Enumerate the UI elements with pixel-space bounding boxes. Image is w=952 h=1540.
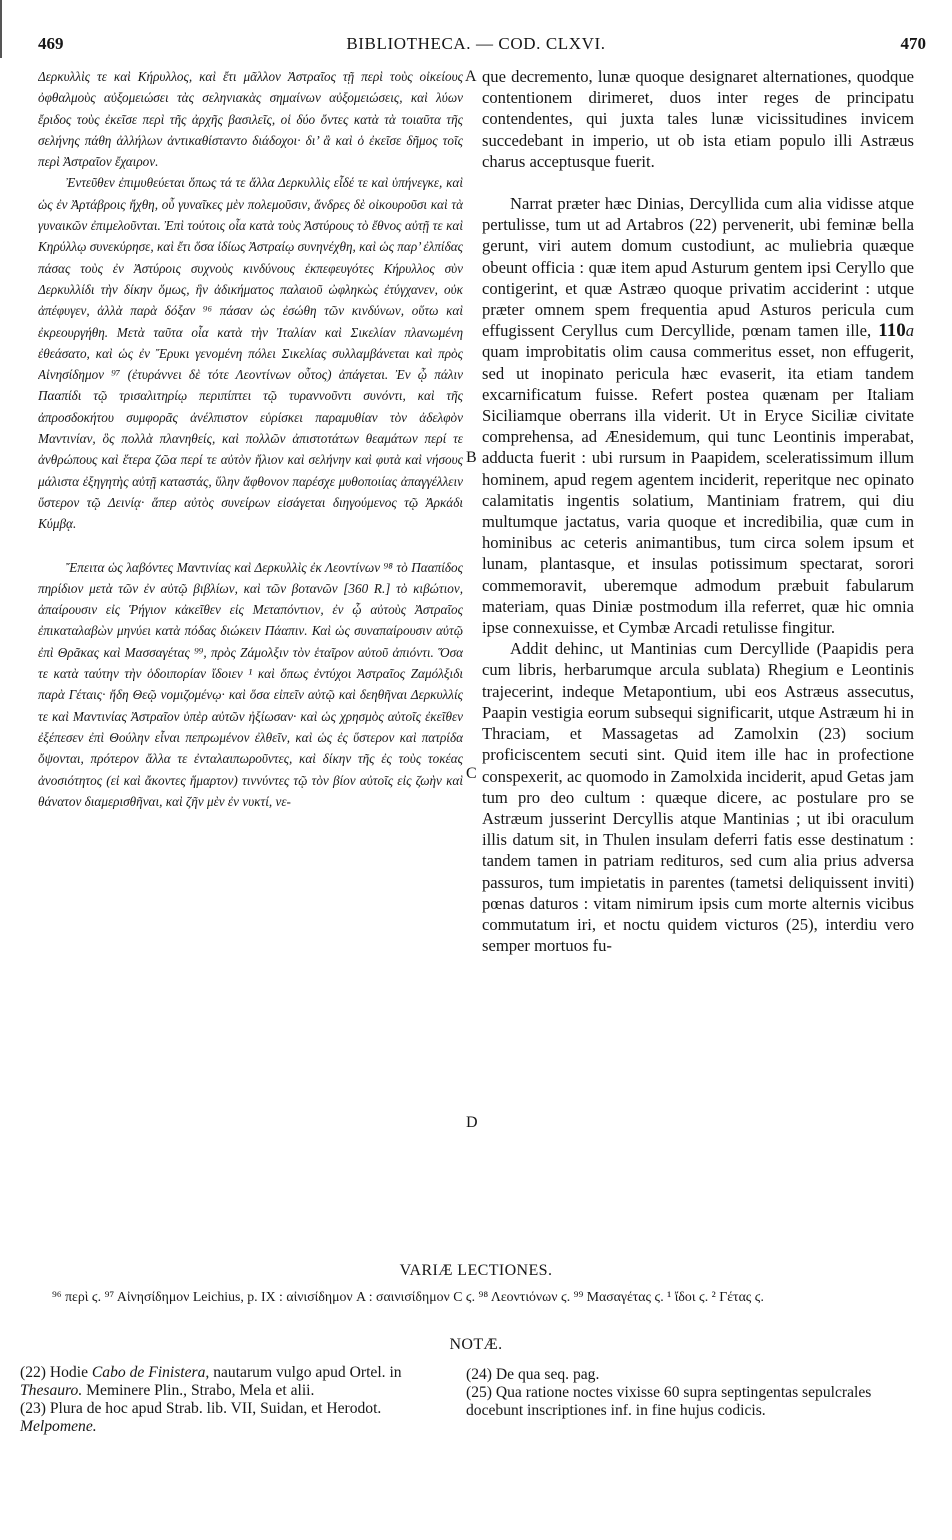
greek-column [38, 66, 463, 812]
margin-letter-b: B [466, 449, 477, 466]
running-header [0, 34, 952, 58]
note-25: (25) Qua ratione noctes vixisse 60 supra septingentas sepulcrales docebunt inscriptiones inf. in fine hujus codicis. [466, 1384, 872, 1419]
latin-paragraph: Addit dehinc, ut Mantinias cum Dercyllide (Paapidis pera cum libris, herbarumque arcula sublata) Rhegium e Leontinis trajecerint, indeque Metapontium, ubi eos Astræus assecutus, Paapin vestigia eorum subsequi significarit, utque Astræum hi in Thraciam, et Massagetas ad Zamolxin (23) socium proficiscentem secuti sint. Quid item ille hac in profectione conspexerit, ac quomodo in Zamolxida inciderit, apud Getas jam tum pro deo cultum : quæque dicere, ac postulare pro se Astræum jusserint Dercyllis atque Mantinias ; ut ibi oraculum illis datum sit, in Thulen insulam deferri fatis esse destinatum : tandem tamen in patriam redituros, sed cum alia prius adversa passuros, tum impietatis in parentes (tametsi deliquissent inviti) pœnas daturos : vitam nimirum ipsis cum morte alternis vicibus commutatum iri, et noctu quidem victuros (25), interdiu vero semper mortuos fu- [482, 639, 914, 956]
page-number-right: 470 [900, 34, 926, 53]
note-22: (22) Hodie Cabo de Finistera, nautarum vulgo apud Ortel. in Thesauro. Meminere Plin., Strabo, Mela et alii. [20, 1364, 402, 1399]
variae-title: VARIÆ LECTIONES. [399, 1262, 553, 1279]
greek-paragraph: Ἔπειτα ὡς λαβόντες Μαντινίας καὶ Δερκυλλὶς ἐκ Λεοντίνων ⁹⁸ τὸ Πααπίδος πηρίδιον μετὰ τῶν ἐν αὐτῷ βιβλίων, καὶ τῶν βοτανῶν [360 R.] τὸ κιβώτιον, ἀπαίρουσιν εἰς Ῥήγιον κἀκεῖθεν εἰς Μεταπόντιον, ἐν ᾧ αὐτοὺς Ἀστραῖος ἐπικαταλαβὼν μηνύει κατὰ πόδας διώκειν Πάαπιν. Καὶ ὡς συναπαίρουσιν αὐτῷ ἐπὶ Θρᾶκας καὶ Μασσαγέτας ⁹⁹, πρὸς Ζάμολξιν τὸν ἑταῖρον αὐτοῦ ἀπιόντι. Ὅσα τε κατὰ ταύτην τὴν ὁδοιπορίαν ἴδοιεν ¹ καὶ ὅπως ἐντύχοι Ἀστραῖος Ζαμόλξιδι παρὰ Γέταις· ἤδη Θεῷ νομιζομένῳ· καὶ ὅσα εἰπεῖν αὐτῷ καὶ δεηθῆναι Δερκυλλίς τε καὶ Μαντινίας Ἀστραῖον ὑπὲρ αὐτῶν ἠξίωσαν· καὶ ὡς χρησμὸς αὐτοῖς ἐκεῖθεν ἐξέπεσεν ἐπὶ Θούλην εἶναι πεπρωμένον ἐλθεῖν, καὶ ὡς ἐς ὕστερον καὶ πατρίδα ὄψονται, πρότερον ἄλλα τε ἐνταλαιπωροῦντες, καὶ δίκην τῆς ἐς τοὺς τοκέας ἀνοσιότητος (εἰ καὶ ἄκοντες ἥμαρτον) τιννύντες τῷ τὸν βίον αὐτοῖς εἰς ζωὴν καὶ θάνατον διαμερισθῆναι, καὶ ζῆν μὲν ἐν νυκτί, νε- [38, 559, 463, 809]
notes-right [466, 1364, 906, 1420]
notae-title: NOTÆ. [449, 1336, 503, 1353]
column-marker-sup: a [905, 321, 914, 341]
margin-letter-a: A [465, 68, 477, 85]
greek-paragraph: Ἐντεῦθεν ἐπιμυθεύεται ὅπως τά τε ἄλλα Δερκυλλὶς εἶδέ τε καὶ ὑπήνεγκε, καὶ ὡς ἐν Ἀρτάβροις ἤχθη, οὗ γυναῖκες μὲν πολεμοῦσιν, ἄνδρες δὲ οἰκουροῦσι καὶ τὰ γυναικῶν ἐπιμελοῦνται. Ἐπὶ τούτοις οἷα κατὰ τοὺς Ἀστύρους τὸ ἔθνος αὐτῇ τε καὶ Κηρύλλῳ συνεκύρησε, καὶ ἔτι ὅσα ἰδίως Ἀστραίῳ συνηνέχθη, καὶ ὡς παρ’ ἐλπίδας πάσας τοὺς ἐν Ἀστύροις συχνοὺς κινδύνους ἐκπεφευγότες Κήρυλλος σὺν Δερκυλλίδι τὴν δίκην ὅμως, ἣν ἀδικήματος παλαιοῦ ὠφληκὼς ἐτύγχανεν, οὐκ ἀπέφυγεν, ἀλλὰ παρὰ δόξαν ⁹⁶ πάσαν ὡς ἐσώθη τῶν κινδύνων, οὕτω καὶ ἐκρεουργήθη. Μετὰ ταῦτα οἷα κατὰ τὴν Ἰταλίαν καὶ Σικελίαν πλανωμένη ἐθεάσατο, καὶ ὡς ἐν Ἔρυκι γενομένη πόλει Σικελίας συλλαμβάνεται καὶ πρὸς Αἰνησίδημον ⁹⁷ (ἐτυράννει δὲ τότε Λεοντίνων οὗτος) ἀπάγεται. Ἐν ᾧ πάλιν Πααπίδι τῷ τρισαλιτηρίῳ περιπίπτει τῷ τυραννοῦντι συνόντι, καὶ τῆς ἀπροσδοκήτου συμφορᾶς ἀνέλπιστον εὑρίσκει παραμυθίαν τὸν ἀδελφὸν Μαντινίαν, ὃς πολλὰ πλανηθείς, καὶ πολλῶν ἀπιστοτάτων θεαμάτων περί τε ἀνθρώπους καὶ ἕτερα ζῶα περί τε αὐτὸν ἥλιον καὶ σελήνην καὶ φυτὰ καὶ νήσους μάλιστα ἐξηγητὴς αὐτῇ καταστάς, ὕλην ἄφθονον παρέσχε μυθοποιίας ἀπαγγέλλειν ὕστερον τῷ Δεινίᾳ· ἅπερ αὐτὸς συνείρων εἰσάγεται διηγούμενος τῷ Ἀρκάδι Κύμβᾳ. [38, 175, 463, 532]
latin-text: Narrat præter hæc Dinias, Dercyllida cum alia vidisse atque pertulisse, tum ut ad Artabros (22) pervenerit, ubi feminæ bella gerunt, viri autem domum custodiunt, ac muliebria quæque obeunt officia : quæ item apud Asturum gentem ipsi Ceryllo que contigerint, et quæ Astræo quoque privatim acciderint : utque præter omnem spem frequentia apud Asturos pericula cum effugissent Ceryllus cum Dercyllide, pœnam tamen ille, [482, 194, 914, 341]
latin-column [482, 66, 914, 956]
margin-letter-d: D [466, 1114, 478, 1131]
latin-paragraph: que decremento, lunæ quoque designaret alternationes, quodque contentionem dirimeret, duos inter reges de principatu contendentes, qui juxta tales lunæ vicissitudines invicem succedebant in imperio, ut ob ista etiam populo illi Astræus charus acceptusque fuerit. [482, 67, 914, 171]
latin-text: quam improbitatis olim causa commeritus esset, non effugerit, sed ut inopinato pericula hæc evaserit, ita etiam tandem excarnificatum fuisse. Refert postea quænam per Italiam Siciliamque oberrans illa viderit. Ut in Eryce Siciliæ civitate comprehensa, ad Ænesidemum, qui tunc Leontinis imperabat, adducta fuerit : ubi rursum in Paapidem, sceleratissimum illum hominem, apud regem agentem inciderit, reperitque nec opinato calamitatis ingentis solatium, Mantiniam fratrem, qui diu multumque jactatus, varia quoque et incredibilia, quæ cum in hominibus ac ceteris animantibus, tum circa solem ipsum et lunam, plantasque, et insulas potissimum spectarat, sorori commemoravit, uberemque admodum præbuit fabularum materiam, quas Diniæ postmodum illa referret, quæ hic omnia ipse connexuisse, et Cymbæ Arcadi retulisse fingitur. [482, 342, 914, 638]
note-24: (24) De qua seq. pag. [466, 1366, 600, 1383]
column-marker: 110 [878, 320, 906, 342]
note-23: (23) Plura de hoc apud Strab. lib. VII, Suidan, et Herodot. Melpomene. [20, 1400, 382, 1435]
notes-left [20, 1364, 446, 1436]
margin-letter-c: C [466, 765, 477, 782]
latin-paragraph [482, 193, 914, 638]
variae-text: ⁹⁶ περὶ ϛ. ⁹⁷ Αἰνησίδημον Leichius, p. IX : αἰνισίδημον A : σαινισίδημον C ϛ. ⁹⁸ Λεοντιόνων ϛ. ⁹⁹ Μασαγέτας ϛ. ¹ ἴδοι ϛ. ² Γέτας ϛ. [52, 1289, 764, 1304]
running-title: BIBLIOTHECA. — COD. CLXVI. [346, 34, 606, 53]
greek-paragraph: Δερκυλλὶς τε καὶ Κήρυλλος, καὶ ἔτι μᾶλλον Ἀστραῖος τῇ περὶ τοὺς οἰκείους ὀφθαλμοὺς αὐξομειώσει τὰς σεληνιακὰς σημαίνων αὐξομειώσεις, καὶ λύων ἔριδος τοὺς ἐκεῖσε περὶ τῆς ἀρχῆς βασιλεῖς, οἱ δύο ὄντες κατὰ τὰ τοιαῦτα τῆς σελήνης πάθη ἀλλήλων ἀντικαθίσταντο διάδοχοι· δι’ ἃ καὶ ὁ ἐκεῖσε δῆμος τοῖς περὶ Ἀστραῖον ἔχαιρον. [38, 69, 463, 170]
page-number-left: 469 [38, 34, 64, 53]
